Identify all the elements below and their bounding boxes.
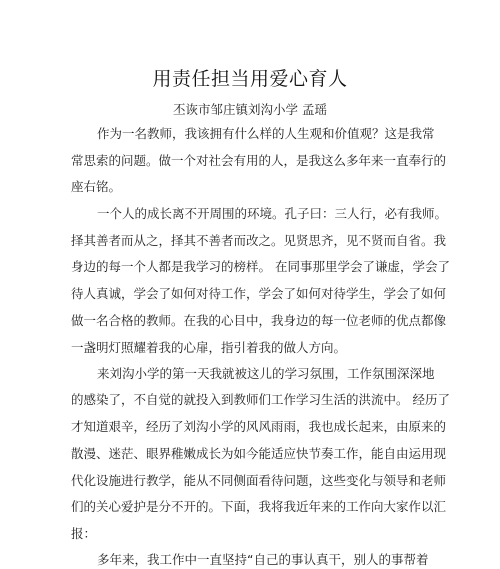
author-line: 丕诙市邹庄镇刘沟小学 孟瑶 <box>173 102 327 117</box>
paragraph-line: 身边的每一个人都是我学习的榜样。 在同事那里学会了谦虚，学会了 <box>71 259 450 274</box>
paragraph-line: 常思索的问题。做一个对社会有用的人，是我这么多年来一直奉行的 <box>71 153 447 168</box>
paragraph-line: 报： <box>71 526 97 541</box>
paragraph-line: 座右铭。 <box>71 179 122 194</box>
paragraph-line: 作为一名教师，我该拥有什么样的人生观和价值观？这是我常 <box>97 126 435 141</box>
paragraph-line: 待人真诚，学会了如何对待工作，学会了如何对待学生，学会了如何 <box>71 286 447 301</box>
paragraph-line: 的感染了，不自觉的就投入到教师们工作学习生活的洪流中。 经历了 <box>71 392 450 407</box>
paragraph-line: 做一名合格的教师。在我的心目中，我身边的每一位老师的优点都像 <box>71 313 447 328</box>
paragraph-line: 一个人的成长离不开周围的环境。孔子曰：三人行，必有我师。 <box>97 206 448 221</box>
paragraph-line: 多年来，我工作中一直坚持“自己的事认真干，别人的事帮着 <box>97 552 429 567</box>
paragraph-line: 来刘沟小学的第一天我就被这儿的学习氛围，工作氛围深深地 <box>97 366 435 381</box>
paragraph-line: 择其善者而从之，择其不善者而改之。见贤思齐，见不贤而自省。我 <box>71 233 447 248</box>
paragraph-line: 一盏明灯照耀着我的心扉，指引着我的做人方向。 <box>71 340 347 355</box>
paragraph-line: 散漫、迷茫、眼界稚嫩成长为如今能适应快节奏工作，能自由运用现 <box>71 446 447 461</box>
paragraph-line: 才知道艰辛，经历了刘沟小学的风风雨雨，我也成长起来，由原来的 <box>71 419 447 434</box>
paragraph-line: 们的关心爱护是分不开的。下面，我将我近年来的工作向大家作以汇 <box>71 499 447 514</box>
paragraph-line: 代化设施进行教学，能从不同侧面看待问题，这些变化与领导和老师 <box>71 473 447 488</box>
document-title: 用责任担当用爱心育人 <box>152 68 348 90</box>
